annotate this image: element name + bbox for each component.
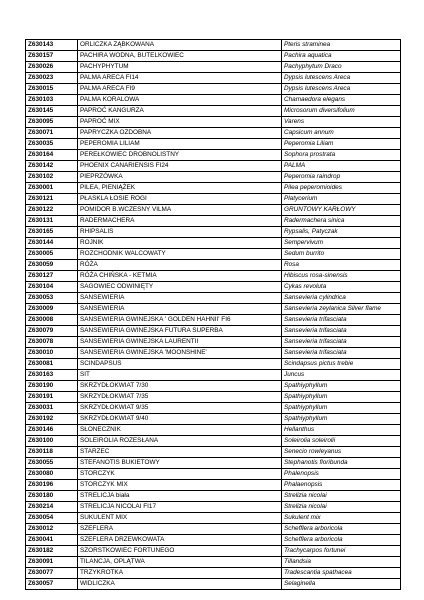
polish-name-cell: PAPROĆ MIX	[78, 117, 282, 128]
polish-name-cell: WIDLICZKA	[78, 579, 282, 590]
product-code-cell: Z630143	[26, 40, 78, 51]
latin-name-cell: Sansevieria trifasciata	[282, 315, 401, 326]
product-code-cell: Z630121	[26, 194, 78, 205]
table-row	[26, 414, 401, 425]
product-code-cell: Z630142	[26, 161, 78, 172]
plant-table	[25, 39, 401, 590]
latin-name-cell: Trachycarpos fortunei	[282, 546, 401, 557]
product-code-cell: Z630118	[26, 447, 78, 458]
plant-table-body	[26, 40, 401, 590]
polish-name-cell: ROZCHODNIK WALCOWATY	[78, 249, 282, 260]
latin-name-cell: Sedum burrito	[282, 249, 401, 260]
product-code-cell: Z630055	[26, 458, 78, 469]
table-row	[26, 238, 401, 249]
table-row	[26, 183, 401, 194]
product-code-cell: Z630182	[26, 546, 78, 557]
table-row	[26, 260, 401, 271]
polish-name-cell: STARZEC	[78, 447, 282, 458]
table-row	[26, 315, 401, 326]
product-code-cell: Z630214	[26, 502, 78, 513]
table-row	[26, 62, 401, 73]
table-row	[26, 557, 401, 568]
table-row	[26, 161, 401, 172]
table-row	[26, 513, 401, 524]
latin-name-cell: Sansevieria zeylanica Silver flame	[282, 304, 401, 315]
table-row	[26, 304, 401, 315]
product-code-cell: Z630100	[26, 436, 78, 447]
table-row	[26, 491, 401, 502]
latin-name-cell: Chamaedora elegans	[282, 95, 401, 106]
polish-name-cell: STORCZYK	[78, 469, 282, 480]
product-code-cell: Z630010	[26, 348, 78, 359]
latin-name-cell: Spathiyphyllum	[282, 381, 401, 392]
latin-name-cell: Pachira aquatica	[282, 51, 401, 62]
table-row	[26, 480, 401, 491]
product-code-cell: Z630122	[26, 205, 78, 216]
latin-name-cell: Radermachera sinica	[282, 216, 401, 227]
product-code-cell: Z630091	[26, 557, 78, 568]
polish-name-cell: STRELICJA NICOLAI FI17	[78, 502, 282, 513]
product-code-cell: Z630191	[26, 392, 78, 403]
polish-name-cell: SCINDAPSUS	[78, 359, 282, 370]
table-row	[26, 205, 401, 216]
latin-name-cell: Schefflera arboricola	[282, 535, 401, 546]
latin-name-cell: Selaginella	[282, 579, 401, 590]
table-row	[26, 546, 401, 557]
table-row	[26, 271, 401, 282]
latin-name-cell: Sophora prostrata	[282, 150, 401, 161]
table-row	[26, 502, 401, 513]
latin-name-cell: Rosa	[282, 260, 401, 271]
polish-name-cell: SANSEWIERIA GWINEJSKA 'MOONSHINE'	[78, 348, 282, 359]
table-row	[26, 469, 401, 480]
product-code-cell: Z630145	[26, 106, 78, 117]
latin-name-cell: Phalenopsis	[282, 469, 401, 480]
latin-name-cell: Dypsis lutescens Areca	[282, 84, 401, 95]
table-row	[26, 403, 401, 414]
table-row	[26, 51, 401, 62]
latin-name-cell: Cykas revoluta	[282, 282, 401, 293]
polish-name-cell: SIT	[78, 370, 282, 381]
polish-name-cell: PEREŁKOWIEC DROBNOLISTNY	[78, 150, 282, 161]
table-row	[26, 579, 401, 590]
product-code-cell: Z630157	[26, 51, 78, 62]
polish-name-cell: PACHYPHYTUM	[78, 62, 282, 73]
table-row	[26, 150, 401, 161]
product-code-cell: Z630041	[26, 535, 78, 546]
product-code-cell: Z630144	[26, 238, 78, 249]
polish-name-cell: SKRZYDŁOKWIAT 7/35	[78, 392, 282, 403]
product-code-cell: Z630008	[26, 315, 78, 326]
polish-name-cell: TRZYKROTKA	[78, 568, 282, 579]
table-row	[26, 458, 401, 469]
latin-name-cell: Sansevieria trifasciata	[282, 348, 401, 359]
polish-name-cell: SZEFLERA DRZEWKOWATA	[78, 535, 282, 546]
product-code-cell: Z630165	[26, 227, 78, 238]
latin-name-cell: Pilea peperomioides	[282, 183, 401, 194]
product-code-cell: Z630127	[26, 271, 78, 282]
product-code-cell: Z630001	[26, 183, 78, 194]
polish-name-cell: ROJNIK	[78, 238, 282, 249]
polish-name-cell: SKRZYDŁOKWIAT 9/40	[78, 414, 282, 425]
table-row	[26, 337, 401, 348]
product-code-cell: Z630190	[26, 381, 78, 392]
product-code-cell: Z630146	[26, 425, 78, 436]
latin-name-cell: Sempervivum	[282, 238, 401, 249]
latin-name-cell: Microsorum diversifolium	[282, 106, 401, 117]
polish-name-cell: SKRZYDŁOKWIAT 7/30	[78, 381, 282, 392]
product-code-cell: Z630131	[26, 216, 78, 227]
polish-name-cell: SZEFLERA	[78, 524, 282, 535]
product-code-cell: Z630009	[26, 304, 78, 315]
polish-name-cell: ORLICZKA ZĄBKOWANA	[78, 40, 282, 51]
polish-name-cell: SUKULENT MIX	[78, 513, 282, 524]
product-code-cell: Z630057	[26, 579, 78, 590]
table-row	[26, 40, 401, 51]
product-code-cell: Z630163	[26, 370, 78, 381]
polish-name-cell: SANSEWIERIA GWINEJSKA LAURENTII	[78, 337, 282, 348]
polish-name-cell: RÓŻA CHIŃSKA - KETMIA	[78, 271, 282, 282]
polish-name-cell: PALMA ARECA FI9	[78, 84, 282, 95]
latin-name-cell: Pteris straminea	[282, 40, 401, 51]
polish-name-cell: PILEA, PIENIĄŻEK	[78, 183, 282, 194]
table-row	[26, 381, 401, 392]
table-row	[26, 249, 401, 260]
product-code-cell: Z630059	[26, 260, 78, 271]
product-code-cell: Z630035	[26, 139, 78, 150]
latin-name-cell: Tradescantia spathacea	[282, 568, 401, 579]
table-row	[26, 194, 401, 205]
latin-name-cell: Juncus	[282, 370, 401, 381]
latin-name-cell: Hibiscus rosa-sinensis	[282, 271, 401, 282]
polish-name-cell: PALMA ARECA FI14	[78, 73, 282, 84]
polish-name-cell: PEPEROMIA LILIAM	[78, 139, 282, 150]
latin-name-cell: Sukulent mix	[282, 513, 401, 524]
product-code-cell: Z630053	[26, 293, 78, 304]
product-code-cell: Z630192	[26, 414, 78, 425]
polish-name-cell: PALMA KORALOWA	[78, 95, 282, 106]
product-code-cell: Z630005	[26, 249, 78, 260]
product-code-cell: Z630023	[26, 73, 78, 84]
polish-name-cell: RADERMACHERA	[78, 216, 282, 227]
polish-name-cell: PAPRYCZKA OZDOBNA	[78, 128, 282, 139]
polish-name-cell: RHIPSALIS	[78, 227, 282, 238]
polish-name-cell: PŁASKLA ŁOSIE ROGI	[78, 194, 282, 205]
latin-name-cell: Dypsis lutescens Areca	[282, 73, 401, 84]
latin-name-cell: Platycerium	[282, 194, 401, 205]
table-row	[26, 139, 401, 150]
table-row	[26, 425, 401, 436]
polish-name-cell: STORCZYK MIX	[78, 480, 282, 491]
latin-name-cell: Scindapsus pictus trebie	[282, 359, 401, 370]
latin-name-cell: Phalaenopsis	[282, 480, 401, 491]
table-row	[26, 216, 401, 227]
product-code-cell: Z630104	[26, 282, 78, 293]
table-row	[26, 282, 401, 293]
product-code-cell: Z630031	[26, 403, 78, 414]
latin-name-cell: GRUNTOWY KARŁOWY	[282, 205, 401, 216]
latin-name-cell: Spathiyphyllum	[282, 414, 401, 425]
latin-name-cell: Schefflera arboricola	[282, 524, 401, 535]
latin-name-cell: Spathiyphyllum	[282, 392, 401, 403]
polish-name-cell: SŁONECZNIK	[78, 425, 282, 436]
table-row	[26, 84, 401, 95]
polish-name-cell: SANSEWIERIA	[78, 293, 282, 304]
latin-name-cell: Strelizia nicolai	[282, 491, 401, 502]
table-row	[26, 95, 401, 106]
latin-name-cell: Capsicum annum	[282, 128, 401, 139]
latin-name-cell: Peperomia raindrop	[282, 172, 401, 183]
table-row	[26, 106, 401, 117]
latin-name-cell: Peperomia Liliam	[282, 139, 401, 150]
polish-name-cell: PIEPRZÓWKA	[78, 172, 282, 183]
table-row	[26, 359, 401, 370]
table-row	[26, 436, 401, 447]
table-row	[26, 370, 401, 381]
polish-name-cell: SANSEWIERIA GWINEJSKA ' GOLDEN HAHNII' FI6	[78, 315, 282, 326]
polish-name-cell: SANSEWIERIA GWINEJSKA FUTURA SUPERBA	[78, 326, 282, 337]
latin-name-cell: Tillandsia	[282, 557, 401, 568]
latin-name-cell: Rypsalis, Patyczak	[282, 227, 401, 238]
polish-name-cell: SKRZYDŁOKWIAT 9/35	[78, 403, 282, 414]
latin-name-cell: Senecio rowleyanus	[282, 447, 401, 458]
latin-name-cell: Varens	[282, 117, 401, 128]
polish-name-cell: STEFANOTIS BUKIETOWY	[78, 458, 282, 469]
product-code-cell: Z630079	[26, 326, 78, 337]
latin-name-cell: Stephanotis floribunda	[282, 458, 401, 469]
latin-name-cell: PALMA	[282, 161, 401, 172]
product-code-cell: Z630180	[26, 491, 78, 502]
polish-name-cell: SAGOWIEC ODWINIĘTY	[78, 282, 282, 293]
table-row	[26, 568, 401, 579]
product-code-cell: Z630102	[26, 172, 78, 183]
product-code-cell: Z630054	[26, 513, 78, 524]
latin-name-cell: Hellanthus	[282, 425, 401, 436]
table-row	[26, 117, 401, 128]
polish-name-cell: PHOENIX CANARIENSIS FI24	[78, 161, 282, 172]
polish-name-cell: POMIDOR B.WCZESNY VILMA	[78, 205, 282, 216]
product-code-cell: Z630164	[26, 150, 78, 161]
latin-name-cell: Pachyphytum Draco	[282, 62, 401, 73]
latin-name-cell: Soleirolia soleirolii	[282, 436, 401, 447]
product-code-cell: Z630080	[26, 469, 78, 480]
table-row	[26, 227, 401, 238]
polish-name-cell: STRELICJA biała	[78, 491, 282, 502]
polish-name-cell: SOLEIROLIA ROZESŁANA	[78, 436, 282, 447]
latin-name-cell: Spathiyphyllum	[282, 403, 401, 414]
table-row	[26, 447, 401, 458]
product-code-cell: Z630015	[26, 84, 78, 95]
product-code-cell: Z630026	[26, 62, 78, 73]
polish-name-cell: RÓŻA	[78, 260, 282, 271]
table-row	[26, 524, 401, 535]
latin-name-cell: Sansevieria cylindrica	[282, 293, 401, 304]
polish-name-cell: SANSEWIERIA	[78, 304, 282, 315]
latin-name-cell: Sansevieria trifasciata	[282, 326, 401, 337]
table-row	[26, 172, 401, 183]
product-code-cell: Z630081	[26, 359, 78, 370]
latin-name-cell: Sansevieria trifasciata	[282, 337, 401, 348]
table-row	[26, 535, 401, 546]
table-row	[26, 326, 401, 337]
table-row	[26, 348, 401, 359]
polish-name-cell: PAPROĆ KANGURZA	[78, 106, 282, 117]
product-code-cell: Z630077	[26, 568, 78, 579]
product-code-cell: Z630095	[26, 117, 78, 128]
polish-name-cell: TILANCJA, OPLĄTWA	[78, 557, 282, 568]
table-row	[26, 73, 401, 84]
table-row	[26, 392, 401, 403]
product-code-cell: Z630103	[26, 95, 78, 106]
product-code-cell: Z630196	[26, 480, 78, 491]
product-code-cell: Z630078	[26, 337, 78, 348]
table-row	[26, 128, 401, 139]
polish-name-cell: SZORSTKOWIEC FORTUNEGO	[78, 546, 282, 557]
table-row	[26, 293, 401, 304]
polish-name-cell: PACHIRA WODNA, BUTELKOWIEC	[78, 51, 282, 62]
product-code-cell: Z630071	[26, 128, 78, 139]
product-code-cell: Z630012	[26, 524, 78, 535]
latin-name-cell: Strelizia nicolai	[282, 502, 401, 513]
